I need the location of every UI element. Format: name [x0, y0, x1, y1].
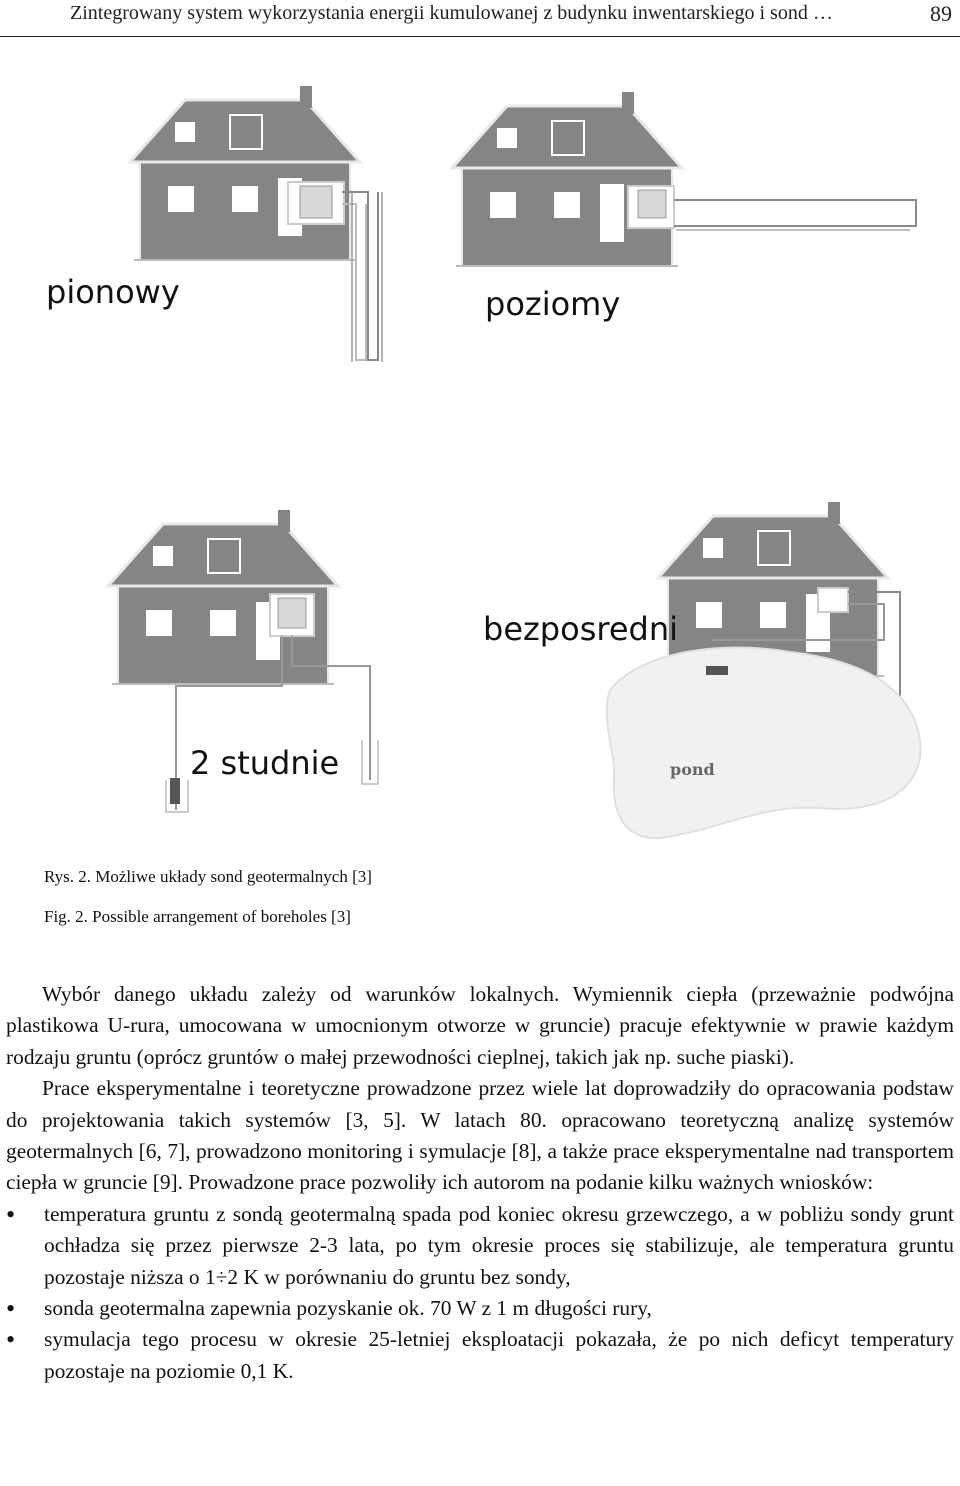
conclusions-list [6, 1199, 954, 1387]
figure-caption-en: Fig. 2. Possible arrangement of boreholes [3] [44, 907, 351, 926]
label-vertical: pionowy [46, 273, 180, 311]
page-number: 89 [930, 1, 952, 26]
vertical-system [46, 86, 382, 362]
label-two-wells: 2 studnie [190, 744, 340, 782]
label-pond: pond [670, 760, 715, 779]
figure-caption-pl: Rys. 2. Możliwe układy sond geotermalnych [3] [44, 867, 372, 886]
figure-drawing [0, 40, 960, 850]
list-item: • temperatura gruntu z sondą geotermalną spada pod koniec okresu grzewczego, a w pobliżu sondy grunt ochładza się przez pierwsze 2-3 lata, po tym okresie proces się stabilizuje, ale temperatura gruntu pozostaje niższa o 1÷2 K w porównaniu do gruntu bez sondy, [6, 1199, 954, 1293]
pond-area [607, 648, 921, 839]
label-direct: bezposredni [483, 610, 678, 648]
page-header [0, 0, 960, 37]
list-item: • sonda geotermalna zapewnia pozyskanie ok. 70 W z 1 m długości rury, [6, 1293, 954, 1324]
paragraph-1: Wybór danego układu zależy od warunków lokalnych. Wymiennik ciepła (przeważnie podwójna plastikowa U-rura, umocowana w umocnionym otworze w gruncie) pracuje efektywnie w prawie każdym rodzaju gruntu (oprócz gruntów o małej przewodności cieplnej, takich jak np. suche piaski). [6, 982, 954, 1069]
label-horizontal: poziomy [485, 285, 621, 323]
two-wells-system [108, 510, 378, 812]
paragraph-2: Prace eksperymentalne i teoretyczne prowadzone przez wiele lat doprowadziły do opracowania podstaw do projektowania takich systemów [3, 5]. W latach 80. opracowano teoretyczną analizę systemów geotermalnych [6, 7], prowadzono monitoring i symulacje [8], a także prace eksperymentalne nad transportem ciepła w gruncie [9]. Prowadzone prace pozwoliły ich autorom na podanie kilku ważnych wniosków: [6, 1076, 954, 1195]
list-item: • symulacja tego procesu w okresie 25-letniej eksploatacji pokazała, że po nich deficyt temperatury pozostaje na poziomie 0,1 K. [6, 1324, 954, 1387]
direct-pond-system [483, 502, 921, 838]
body-text [6, 979, 954, 1387]
running-title: Zintegrowany system wykorzystania energii kumulowanej z budynku inwentarskiego i sond … [70, 2, 833, 24]
horizontal-system [452, 92, 916, 323]
figure-borehole-arrangements [0, 40, 960, 850]
